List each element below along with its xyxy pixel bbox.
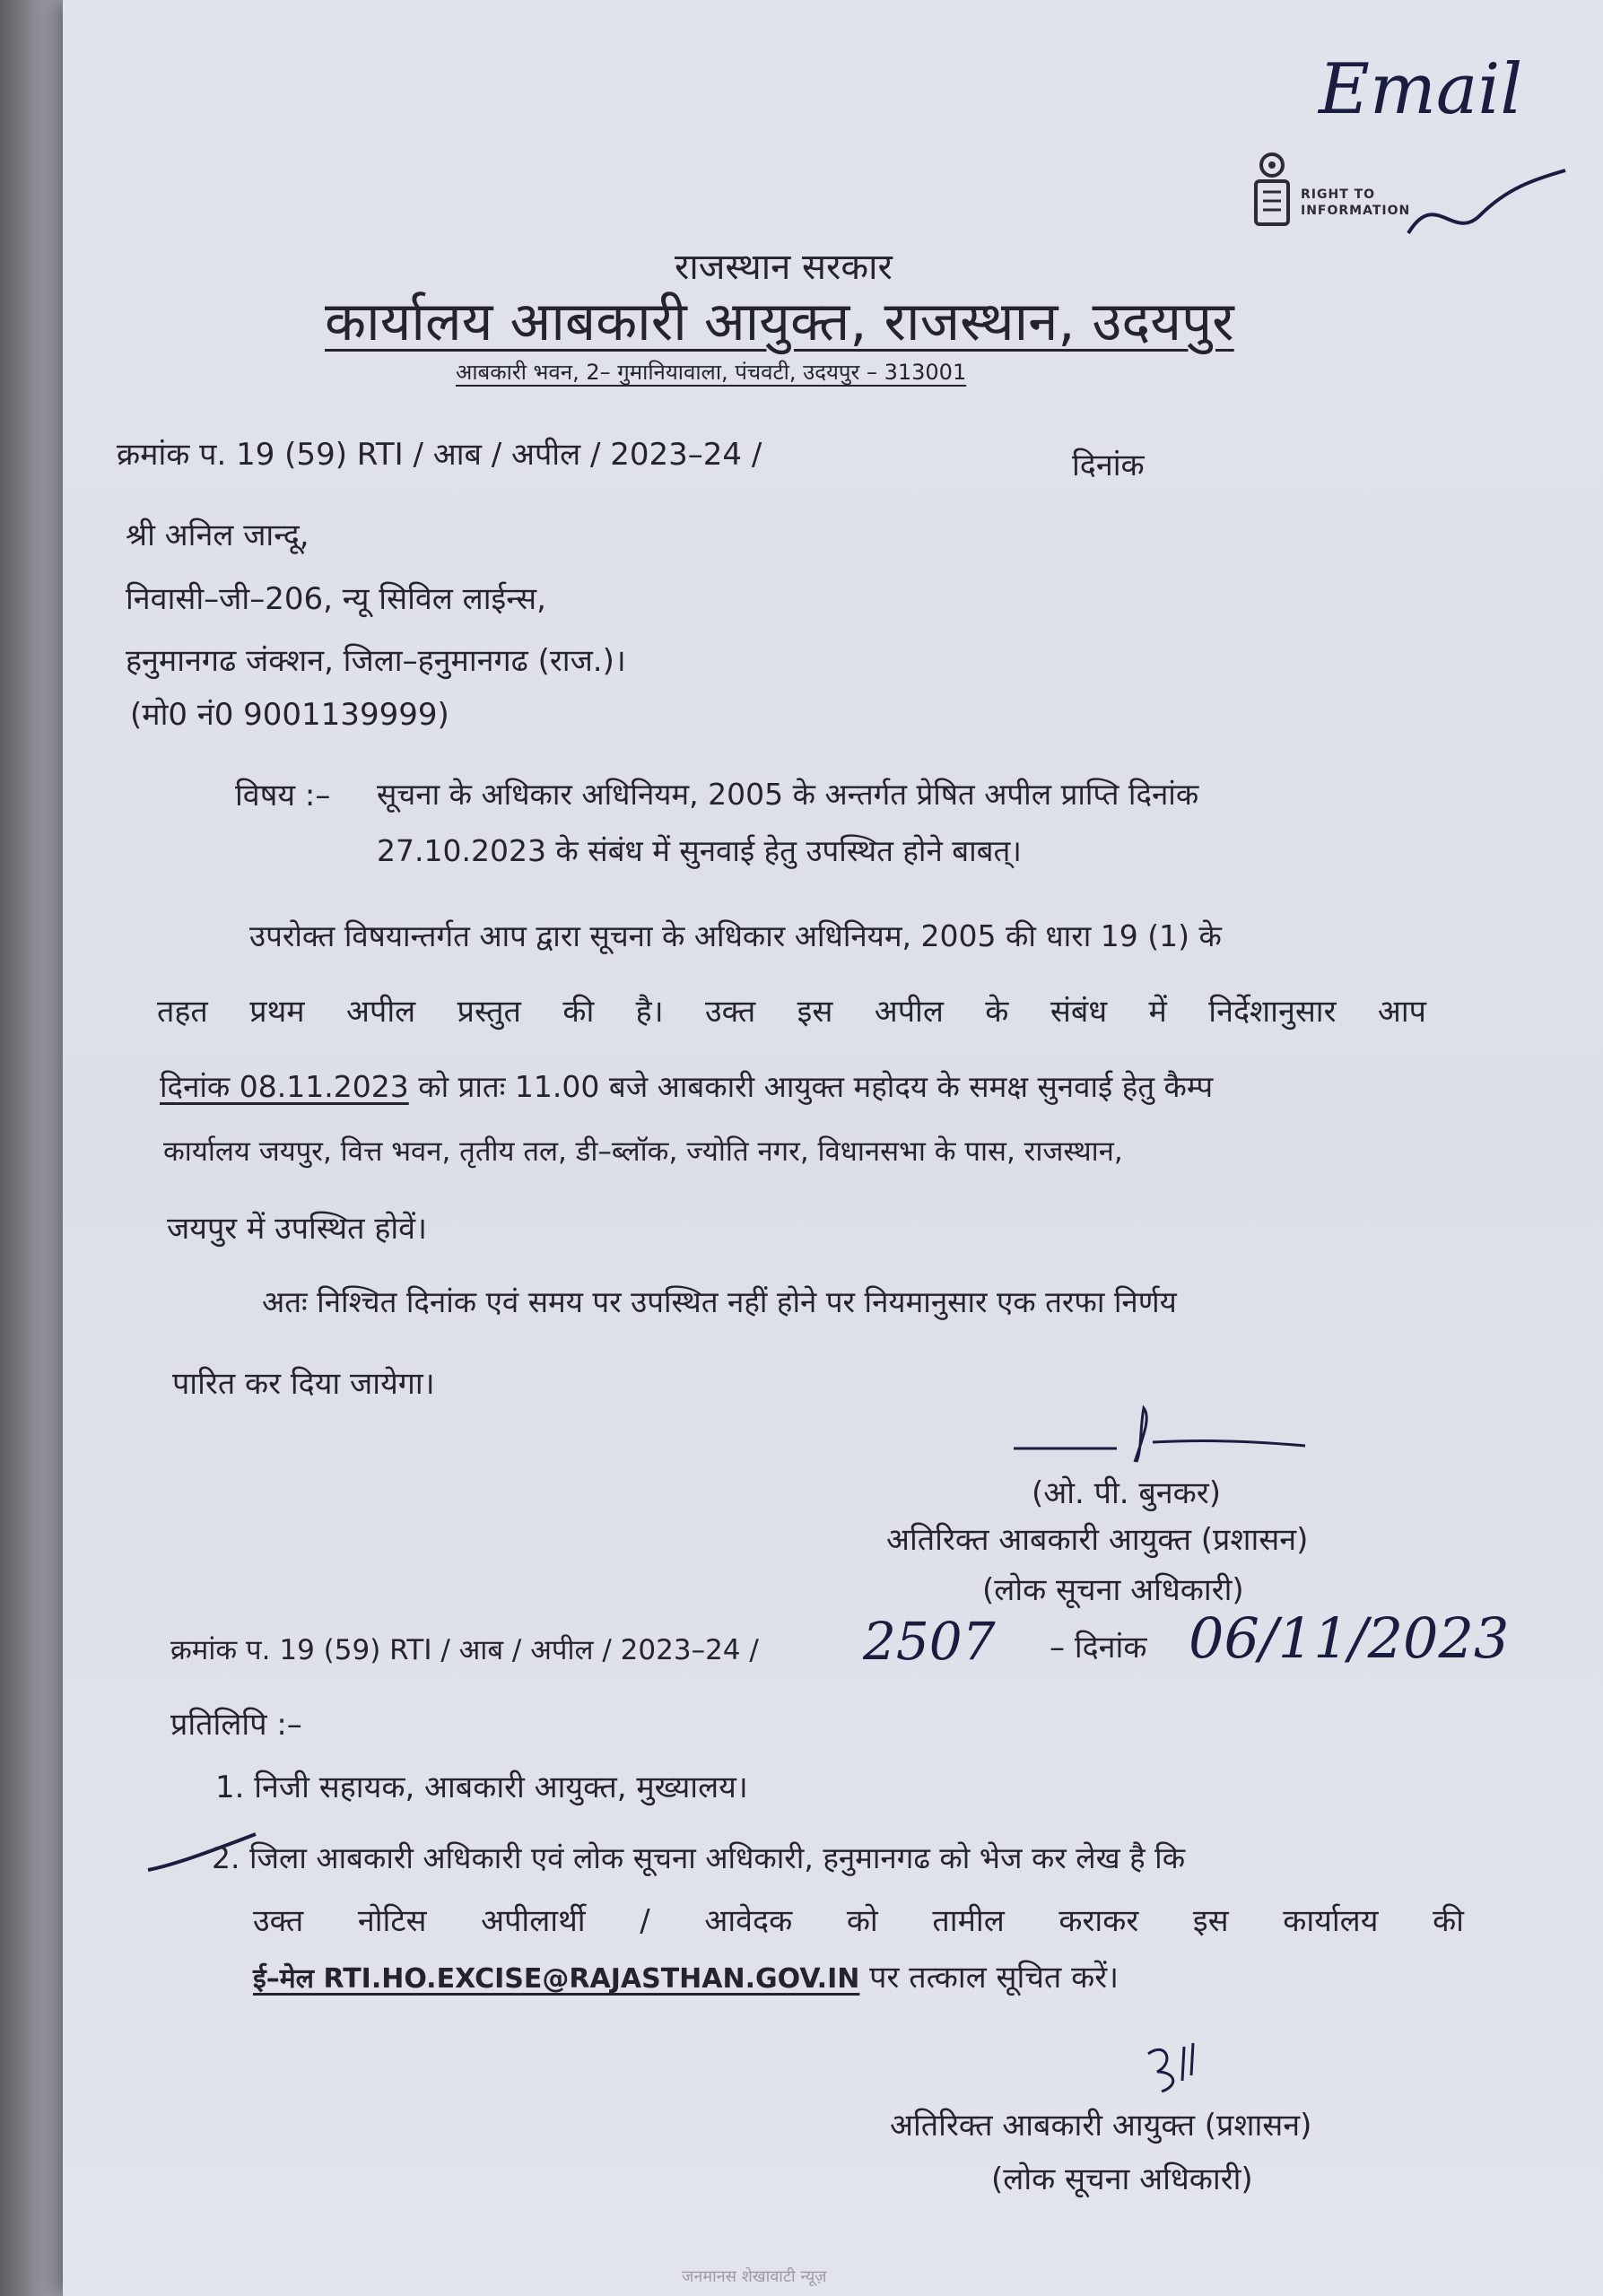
recipient-name: श्री अनिल जान्दू, <box>126 517 309 553</box>
copy-item-1: 1. निजी सहायक, आबकारी आयुक्त, मुख्यालय। <box>215 1770 748 1805</box>
para1-line-5: जयपुर में उपस्थित होवें। <box>167 1211 427 1247</box>
recipient-address-1: निवासी–जी–206, न्यू सिविल लाईन्स, <box>126 581 546 617</box>
para1-line-4: कार्यालय जयपुर, वित्त भवन, तृतीय तल, डी–ब्लॉक, ज्योति नगर, विधानसभा के पास, राजस्थान, <box>163 1135 1123 1168</box>
officer-signature <box>1009 1399 1314 1471</box>
office-address: आबकारी भवन, 2– गुमानियावाला, पंचवटी, उदयपुर – 313001 <box>456 360 967 385</box>
rti-logo-line1: RIGHT TO <box>1301 187 1376 202</box>
signatory-2-role: (लोक सूचना अधिकारी) <box>991 2161 1253 2197</box>
copy-item-2-line-2: उक्त नोटिस अपीलार्थी / आवेदक को तामील कराकर इस कार्यालय की <box>253 1903 1464 1939</box>
hearing-date: दिनांक 08.11.2023 <box>160 1069 409 1104</box>
copy-item-2-line-1: 2. जिला आबकारी अधिकारी एवं लोक सूचना अधिकारी, हनुमानगढ को भेज कर लेख है कि <box>212 1840 1186 1875</box>
reference-number-2: क्रमांक प. 19 (59) RTI / आब / अपील / 2023–24 / <box>170 1634 759 1666</box>
government-heading: राजस्थान सरकार <box>675 247 893 288</box>
signatory-2-designation: अतिरिक्त आबकारी आयुक्त (प्रशासन) <box>890 2108 1312 2144</box>
copy-heading: प्रतिलिपि :– <box>170 1707 302 1743</box>
rti-email: ई–मेल RTI.HO.EXCISE@RAJASTHAN.GOV.IN <box>253 1963 860 1995</box>
initials-signature <box>1139 2036 1211 2099</box>
handwritten-email-note: Email <box>1319 49 1523 130</box>
subject-label: विषय :– <box>235 778 331 813</box>
signatory-name: (ओ. पी. बुनकर) <box>1032 1475 1221 1511</box>
reference-date-label-2: – दिनांक <box>1050 1630 1147 1665</box>
watermark: जनमानस शेखावाटी न्यूज़ <box>682 2267 827 2286</box>
para2-line-2: पारित कर दिया जायेगा। <box>172 1366 435 1402</box>
copy-item-2-line-3 <box>253 1955 1119 1996</box>
office-heading: कार्यालय आबकारी आयुक्त, राजस्थान, उदयपुर <box>325 291 1234 353</box>
date-label-text: दिनांक <box>1074 1630 1147 1665</box>
signatory-designation: अतिरिक्त आबकारी आयुक्त (प्रशासन) <box>886 1522 1309 1558</box>
rti-emblem-icon <box>1247 151 1297 231</box>
handwritten-dispatch-number: 2507 <box>863 1611 996 1672</box>
copy-item-2-rest: पर तत्काल सूचित करें। <box>869 1960 1119 1996</box>
recipient-mobile: (मो0 नं0 9001139999) <box>130 697 449 733</box>
para2-line-1: अतः निश्चित दिनांक एवं समय पर उपस्थित नहीं होने पर नियमानुसार एक तरफा निर्णय <box>262 1284 1177 1319</box>
handwritten-dispatch-date: 06/11/2023 <box>1189 1605 1510 1671</box>
hearing-details: को प्रातः 11.00 बजे आबकारी आयुक्त महोदय के समक्ष सुनवाई हेतु कैम्प <box>418 1069 1214 1104</box>
rti-logo-line2: INFORMATION <box>1301 204 1411 218</box>
para1-line-1: उपरोक्त विषयान्तर्गत आप द्वारा सूचना के अधिकार अधिनियम, 2005 की धारा 19 (1) के <box>249 918 1222 953</box>
reference-date-label: दिनांक <box>1072 448 1145 483</box>
rti-logo <box>1247 151 1426 231</box>
para1-line-3 <box>160 1065 1213 1106</box>
subject-line-2: 27.10.2023 के संबंध में सुनवाई हेतु उपस्थित होने बाबत्। <box>377 833 1022 868</box>
subject-line-1: सूचना के अधिकार अधिनियम, 2005 के अन्तर्गत प्रेषित अपील प्राप्ति दिनांक <box>377 777 1199 812</box>
para1-line-2: तहत प्रथम अपील प्रस्तुत की है। उक्त इस अपील के संबंध में निर्देशानुसार आप <box>157 994 1426 1030</box>
reference-number: क्रमांक प. 19 (59) RTI / आब / अपील / 2023–24 / <box>117 437 762 473</box>
signatory-role: (लोक सूचना अधिकारी) <box>982 1572 1244 1608</box>
recipient-address-2: हनुमानगढ जंक्शन, जिला–हनुमानगढ (राज.)। <box>126 643 626 679</box>
